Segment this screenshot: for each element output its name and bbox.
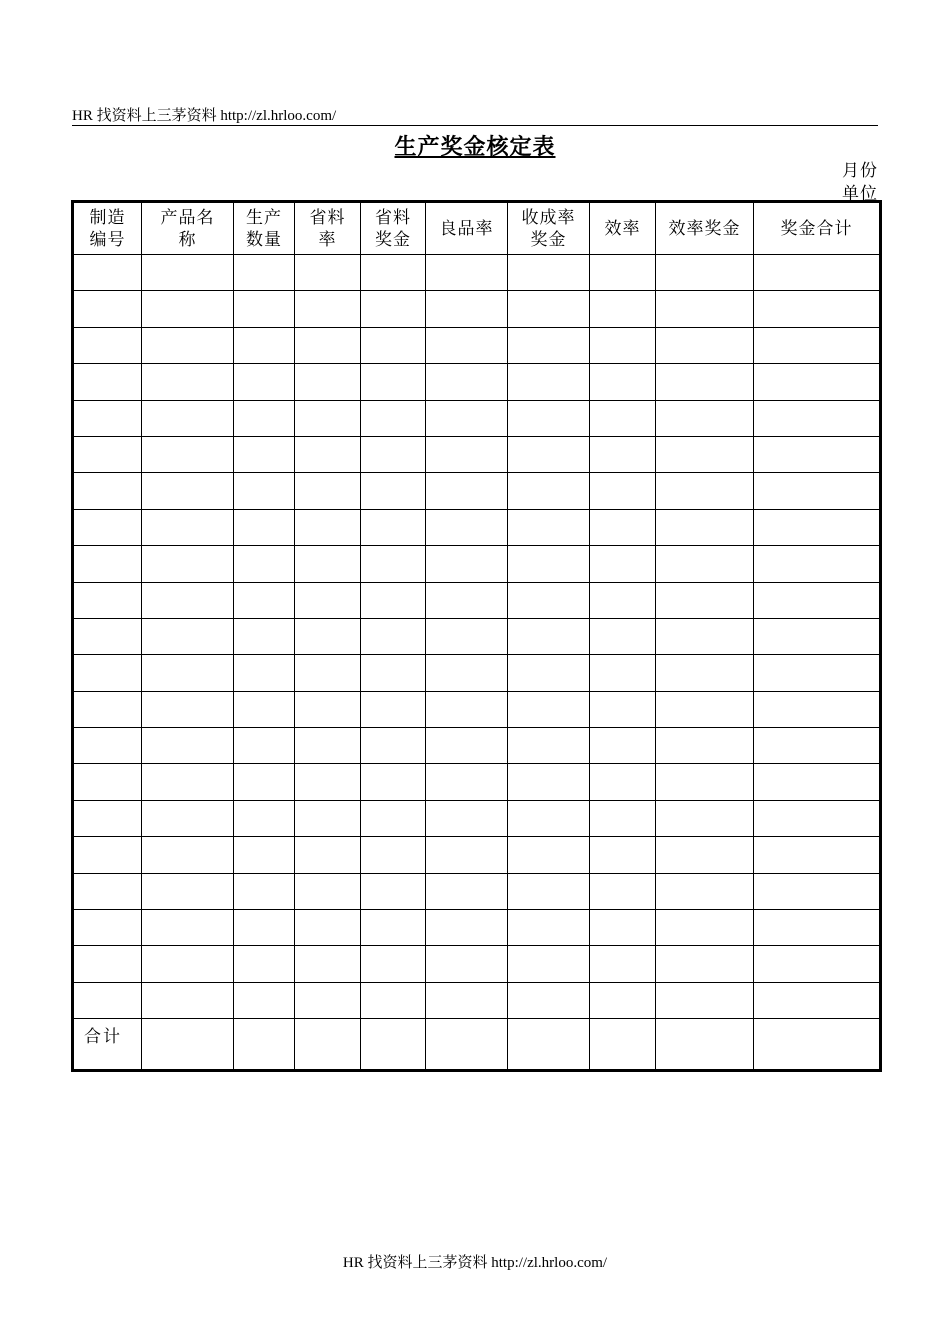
column-header-label: 良品率 bbox=[439, 218, 494, 239]
table-cell[interactable] bbox=[656, 364, 754, 400]
table-cell[interactable] bbox=[508, 255, 590, 291]
table-cell[interactable] bbox=[590, 837, 656, 873]
table-cell[interactable] bbox=[590, 400, 656, 436]
table-cell[interactable] bbox=[295, 982, 361, 1018]
table-cell[interactable] bbox=[426, 400, 508, 436]
table-cell[interactable] bbox=[590, 618, 656, 654]
table-cell[interactable] bbox=[295, 255, 361, 291]
table-cell[interactable] bbox=[142, 691, 234, 727]
table-cell[interactable] bbox=[73, 728, 142, 764]
page-header-text: HR 找资料上三茅资料 http://zl.hrloo.com/ bbox=[72, 108, 337, 124]
table-cell[interactable] bbox=[590, 655, 656, 691]
table-cell[interactable] bbox=[295, 473, 361, 509]
table-cell[interactable] bbox=[590, 910, 656, 946]
table-cell[interactable] bbox=[754, 982, 881, 1018]
table-cell[interactable] bbox=[426, 982, 508, 1018]
table-cell[interactable] bbox=[754, 327, 881, 363]
table-row bbox=[73, 400, 881, 436]
table-cell[interactable] bbox=[508, 327, 590, 363]
table-cell[interactable] bbox=[361, 255, 426, 291]
table-row bbox=[73, 873, 881, 909]
table-cell[interactable] bbox=[656, 327, 754, 363]
table-cell[interactable] bbox=[234, 400, 295, 436]
table-cell[interactable] bbox=[361, 655, 426, 691]
table-cell[interactable] bbox=[142, 837, 234, 873]
table-cell[interactable] bbox=[361, 728, 426, 764]
table-cell[interactable] bbox=[234, 546, 295, 582]
table-row bbox=[73, 691, 881, 727]
table-cell[interactable] bbox=[508, 837, 590, 873]
table-cell[interactable] bbox=[234, 946, 295, 982]
table-cell[interactable] bbox=[295, 364, 361, 400]
table-cell[interactable] bbox=[142, 910, 234, 946]
table-cell[interactable] bbox=[142, 509, 234, 545]
table-cell[interactable] bbox=[295, 1019, 361, 1071]
table-cell[interactable] bbox=[426, 1019, 508, 1071]
table-cell[interactable] bbox=[590, 1019, 656, 1071]
table-cell[interactable] bbox=[590, 982, 656, 1018]
table-cell[interactable] bbox=[295, 546, 361, 582]
table-cell[interactable] bbox=[508, 473, 590, 509]
table-cell[interactable] bbox=[426, 473, 508, 509]
table-cell[interactable] bbox=[508, 509, 590, 545]
table-cell[interactable] bbox=[73, 946, 142, 982]
column-header-bonus-total bbox=[754, 202, 881, 255]
table-cell[interactable] bbox=[754, 910, 881, 946]
table-cell[interactable] bbox=[508, 436, 590, 472]
table-cell[interactable] bbox=[361, 1019, 426, 1071]
table-cell[interactable] bbox=[142, 618, 234, 654]
column-header-line2: 率 bbox=[318, 229, 337, 250]
table-cell[interactable] bbox=[508, 655, 590, 691]
table-cell[interactable] bbox=[754, 364, 881, 400]
column-header-efficiency bbox=[590, 202, 656, 255]
table-cell[interactable] bbox=[295, 728, 361, 764]
table-cell[interactable] bbox=[234, 364, 295, 400]
table-cell[interactable] bbox=[361, 436, 426, 472]
table-cell[interactable] bbox=[234, 691, 295, 727]
table-cell[interactable] bbox=[508, 618, 590, 654]
table-cell[interactable] bbox=[426, 800, 508, 836]
table-cell[interactable] bbox=[656, 1019, 754, 1071]
table-cell[interactable] bbox=[295, 873, 361, 909]
month-label: 月份 bbox=[842, 161, 878, 181]
table-cell[interactable] bbox=[73, 255, 142, 291]
table-cell[interactable] bbox=[656, 764, 754, 800]
table-row bbox=[73, 473, 881, 509]
table-cell[interactable] bbox=[754, 655, 881, 691]
table-cell[interactable] bbox=[73, 436, 142, 472]
table-cell[interactable] bbox=[234, 837, 295, 873]
column-header-line1: 制造 bbox=[89, 207, 126, 228]
table-cell[interactable] bbox=[508, 946, 590, 982]
table-cell[interactable] bbox=[508, 546, 590, 582]
table-cell[interactable] bbox=[656, 837, 754, 873]
table-row bbox=[73, 291, 881, 327]
table-cell[interactable] bbox=[656, 728, 754, 764]
table-cell[interactable] bbox=[295, 327, 361, 363]
column-header-line2: 数量 bbox=[246, 229, 282, 250]
total-row bbox=[73, 1019, 881, 1071]
column-header-product bbox=[142, 202, 234, 255]
table-cell[interactable] bbox=[361, 582, 426, 618]
table-cell[interactable] bbox=[142, 473, 234, 509]
table-cell[interactable] bbox=[508, 1019, 590, 1071]
header-divider bbox=[72, 125, 878, 126]
table-cell[interactable] bbox=[361, 509, 426, 545]
table-cell[interactable] bbox=[656, 910, 754, 946]
table-cell[interactable] bbox=[656, 400, 754, 436]
table-cell[interactable] bbox=[295, 691, 361, 727]
table-cell[interactable] bbox=[508, 800, 590, 836]
table-cell[interactable] bbox=[234, 509, 295, 545]
table-cell[interactable] bbox=[142, 400, 234, 436]
column-header-recovery-bonus bbox=[508, 202, 590, 255]
table-cell[interactable] bbox=[73, 910, 142, 946]
table-cell[interactable] bbox=[361, 364, 426, 400]
table-cell[interactable] bbox=[295, 764, 361, 800]
table-cell[interactable] bbox=[73, 764, 142, 800]
table-header-row bbox=[73, 202, 881, 255]
column-header-efficiency-bonus bbox=[656, 202, 754, 255]
table-cell[interactable] bbox=[73, 655, 142, 691]
table-cell[interactable] bbox=[361, 291, 426, 327]
column-header-line1: 省料 bbox=[375, 207, 411, 228]
table-row bbox=[73, 982, 881, 1018]
table-cell[interactable] bbox=[234, 728, 295, 764]
table-cell[interactable] bbox=[426, 728, 508, 764]
table-cell[interactable] bbox=[590, 728, 656, 764]
table-cell[interactable] bbox=[590, 691, 656, 727]
table-cell[interactable] bbox=[295, 291, 361, 327]
column-header-line2: 奖金 bbox=[530, 229, 567, 250]
table-cell[interactable] bbox=[142, 436, 234, 472]
table-row bbox=[73, 546, 881, 582]
column-header-quantity bbox=[234, 202, 295, 255]
table-row bbox=[73, 436, 881, 472]
table-cell[interactable] bbox=[590, 473, 656, 509]
column-header-label: 奖金合计 bbox=[780, 218, 853, 239]
table-cell[interactable] bbox=[73, 473, 142, 509]
table-cell[interactable] bbox=[508, 728, 590, 764]
table-cell[interactable] bbox=[508, 691, 590, 727]
page-footer-text: HR 找资料上三茅资料 http://zl.hrloo.com/ bbox=[342, 1255, 608, 1271]
table-cell[interactable] bbox=[73, 509, 142, 545]
table-row bbox=[73, 837, 881, 873]
table-cell[interactable] bbox=[295, 946, 361, 982]
table-cell[interactable] bbox=[656, 873, 754, 909]
table-cell[interactable] bbox=[142, 800, 234, 836]
table-cell[interactable] bbox=[142, 946, 234, 982]
table-cell[interactable] bbox=[361, 327, 426, 363]
table-cell[interactable] bbox=[142, 764, 234, 800]
bonus-table bbox=[71, 200, 882, 1072]
table-cell[interactable] bbox=[361, 910, 426, 946]
column-header-line2: 奖金 bbox=[375, 229, 411, 250]
table-cell[interactable] bbox=[73, 291, 142, 327]
table-cell[interactable] bbox=[73, 800, 142, 836]
table-cell[interactable] bbox=[656, 436, 754, 472]
table-cell[interactable] bbox=[73, 364, 142, 400]
table-cell[interactable] bbox=[295, 509, 361, 545]
table-cell[interactable] bbox=[295, 910, 361, 946]
table-cell[interactable] bbox=[142, 655, 234, 691]
table-cell[interactable] bbox=[361, 946, 426, 982]
column-header-yield bbox=[426, 202, 508, 255]
table-row bbox=[73, 509, 881, 545]
table-cell[interactable] bbox=[361, 764, 426, 800]
table-cell[interactable] bbox=[234, 1019, 295, 1071]
table-cell[interactable] bbox=[142, 582, 234, 618]
table-cell[interactable] bbox=[73, 618, 142, 654]
table-cell[interactable] bbox=[234, 436, 295, 472]
column-header-label: 效率奖金 bbox=[668, 218, 741, 239]
table-cell[interactable] bbox=[590, 764, 656, 800]
table-row bbox=[73, 582, 881, 618]
table-cell[interactable] bbox=[754, 473, 881, 509]
table-cell[interactable] bbox=[590, 546, 656, 582]
table-cell[interactable] bbox=[590, 436, 656, 472]
table-cell[interactable] bbox=[754, 618, 881, 654]
table-row bbox=[73, 910, 881, 946]
table-cell[interactable] bbox=[656, 982, 754, 1018]
table-cell[interactable] bbox=[142, 255, 234, 291]
table-cell[interactable] bbox=[234, 473, 295, 509]
table-cell[interactable] bbox=[754, 436, 881, 472]
table-cell[interactable] bbox=[426, 837, 508, 873]
column-header-label: 效率 bbox=[604, 218, 641, 239]
table-cell[interactable] bbox=[590, 509, 656, 545]
table-cell[interactable] bbox=[754, 546, 881, 582]
table-cell[interactable] bbox=[234, 910, 295, 946]
table-cell[interactable] bbox=[234, 255, 295, 291]
table-cell[interactable] bbox=[426, 509, 508, 545]
table-row bbox=[73, 800, 881, 836]
table-cell[interactable] bbox=[656, 473, 754, 509]
table-row bbox=[73, 255, 881, 291]
table-cell[interactable] bbox=[295, 655, 361, 691]
table-cell[interactable] bbox=[656, 546, 754, 582]
table-row bbox=[73, 728, 881, 764]
column-header-line1: 生产 bbox=[246, 207, 282, 228]
table-cell[interactable] bbox=[590, 873, 656, 909]
table-cell[interactable] bbox=[295, 582, 361, 618]
column-header-saving-bonus bbox=[361, 202, 426, 255]
table-cell[interactable] bbox=[426, 691, 508, 727]
table-cell[interactable] bbox=[426, 910, 508, 946]
table-cell[interactable] bbox=[590, 255, 656, 291]
table-cell[interactable] bbox=[754, 509, 881, 545]
table-cell[interactable] bbox=[426, 255, 508, 291]
table-cell[interactable] bbox=[656, 618, 754, 654]
table-row bbox=[73, 764, 881, 800]
table-cell[interactable] bbox=[754, 800, 881, 836]
table-cell[interactable] bbox=[426, 546, 508, 582]
table-cell[interactable] bbox=[590, 327, 656, 363]
table-cell[interactable] bbox=[234, 800, 295, 836]
table-cell[interactable] bbox=[142, 291, 234, 327]
table-row bbox=[73, 364, 881, 400]
table-cell[interactable] bbox=[754, 764, 881, 800]
table-cell[interactable] bbox=[754, 1019, 881, 1071]
table-cell[interactable] bbox=[508, 291, 590, 327]
table-cell[interactable] bbox=[142, 364, 234, 400]
table-cell[interactable] bbox=[656, 691, 754, 727]
table-cell[interactable] bbox=[142, 873, 234, 909]
table-row bbox=[73, 655, 881, 691]
column-header-code bbox=[73, 202, 142, 255]
table-cell[interactable] bbox=[361, 400, 426, 436]
table-cell[interactable] bbox=[234, 327, 295, 363]
table-cell[interactable] bbox=[426, 582, 508, 618]
table-body bbox=[73, 255, 881, 1071]
table-cell[interactable] bbox=[508, 364, 590, 400]
table-cell[interactable] bbox=[142, 546, 234, 582]
table-row bbox=[73, 327, 881, 363]
table-cell[interactable] bbox=[656, 255, 754, 291]
table-cell[interactable] bbox=[590, 364, 656, 400]
table-cell[interactable] bbox=[656, 509, 754, 545]
table-cell[interactable] bbox=[508, 582, 590, 618]
table-cell[interactable] bbox=[142, 982, 234, 1018]
table-cell[interactable] bbox=[73, 546, 142, 582]
column-header-saving-rate bbox=[295, 202, 361, 255]
table-cell[interactable] bbox=[234, 291, 295, 327]
table-cell[interactable] bbox=[234, 764, 295, 800]
table-cell[interactable] bbox=[656, 800, 754, 836]
table-cell[interactable] bbox=[361, 473, 426, 509]
table-cell[interactable] bbox=[426, 655, 508, 691]
table-cell[interactable] bbox=[656, 946, 754, 982]
table-cell[interactable] bbox=[73, 582, 142, 618]
table-cell[interactable] bbox=[508, 982, 590, 1018]
table-row bbox=[73, 618, 881, 654]
table-cell[interactable] bbox=[426, 436, 508, 472]
table-cell[interactable] bbox=[426, 873, 508, 909]
table-cell[interactable] bbox=[656, 291, 754, 327]
table-cell[interactable] bbox=[508, 764, 590, 800]
table-cell[interactable] bbox=[142, 327, 234, 363]
table-cell[interactable] bbox=[426, 327, 508, 363]
column-header-line1: 收成率 bbox=[521, 207, 576, 228]
table-cell[interactable] bbox=[295, 436, 361, 472]
column-header-line1: 省料 bbox=[309, 207, 346, 228]
table-cell[interactable] bbox=[656, 655, 754, 691]
table-cell[interactable] bbox=[426, 291, 508, 327]
table-cell[interactable] bbox=[590, 946, 656, 982]
table-cell[interactable] bbox=[590, 800, 656, 836]
table-cell[interactable] bbox=[590, 291, 656, 327]
unit-label: 单位 bbox=[842, 184, 878, 204]
table-cell[interactable] bbox=[295, 837, 361, 873]
table-cell[interactable] bbox=[426, 946, 508, 982]
table-cell[interactable] bbox=[656, 582, 754, 618]
table-cell[interactable] bbox=[73, 691, 142, 727]
table-cell[interactable] bbox=[508, 873, 590, 909]
table-row bbox=[73, 946, 881, 982]
table-cell[interactable] bbox=[754, 691, 881, 727]
page-title: 生产奖金核定表 bbox=[394, 135, 556, 160]
table-cell[interactable] bbox=[361, 618, 426, 654]
table-cell[interactable] bbox=[361, 837, 426, 873]
column-header-line2: 称 bbox=[178, 229, 197, 250]
table-cell[interactable] bbox=[361, 873, 426, 909]
total-label-cell: 合计 bbox=[73, 1019, 142, 1071]
table-cell[interactable] bbox=[234, 655, 295, 691]
table-cell[interactable] bbox=[73, 327, 142, 363]
table-cell[interactable] bbox=[234, 873, 295, 909]
column-header-line2: 编号 bbox=[89, 229, 126, 250]
table-cell[interactable] bbox=[361, 982, 426, 1018]
table-cell[interactable] bbox=[754, 255, 881, 291]
table-cell[interactable] bbox=[234, 582, 295, 618]
table-cell[interactable] bbox=[361, 546, 426, 582]
table-cell[interactable] bbox=[754, 582, 881, 618]
table-cell[interactable] bbox=[234, 618, 295, 654]
table-cell[interactable] bbox=[73, 837, 142, 873]
table-cell[interactable] bbox=[295, 400, 361, 436]
table-cell[interactable] bbox=[426, 364, 508, 400]
table-cell[interactable] bbox=[426, 618, 508, 654]
table-cell[interactable] bbox=[754, 291, 881, 327]
table-cell[interactable] bbox=[361, 800, 426, 836]
table-cell[interactable] bbox=[754, 837, 881, 873]
table-cell[interactable] bbox=[142, 728, 234, 764]
table-cell[interactable] bbox=[73, 873, 142, 909]
table-cell[interactable] bbox=[590, 582, 656, 618]
table-cell[interactable] bbox=[295, 800, 361, 836]
table-cell[interactable] bbox=[234, 982, 295, 1018]
table-cell[interactable] bbox=[508, 910, 590, 946]
table-cell[interactable] bbox=[754, 873, 881, 909]
table-cell[interactable] bbox=[754, 946, 881, 982]
table-cell[interactable] bbox=[754, 400, 881, 436]
table-cell[interactable] bbox=[73, 982, 142, 1018]
table-cell[interactable] bbox=[142, 1019, 234, 1071]
table-cell[interactable] bbox=[426, 764, 508, 800]
table-cell[interactable] bbox=[73, 400, 142, 436]
table-cell[interactable] bbox=[754, 728, 881, 764]
column-header-line1: 产品名 bbox=[160, 207, 215, 228]
table-cell[interactable] bbox=[295, 618, 361, 654]
table-cell[interactable] bbox=[361, 691, 426, 727]
table-cell[interactable] bbox=[508, 400, 590, 436]
